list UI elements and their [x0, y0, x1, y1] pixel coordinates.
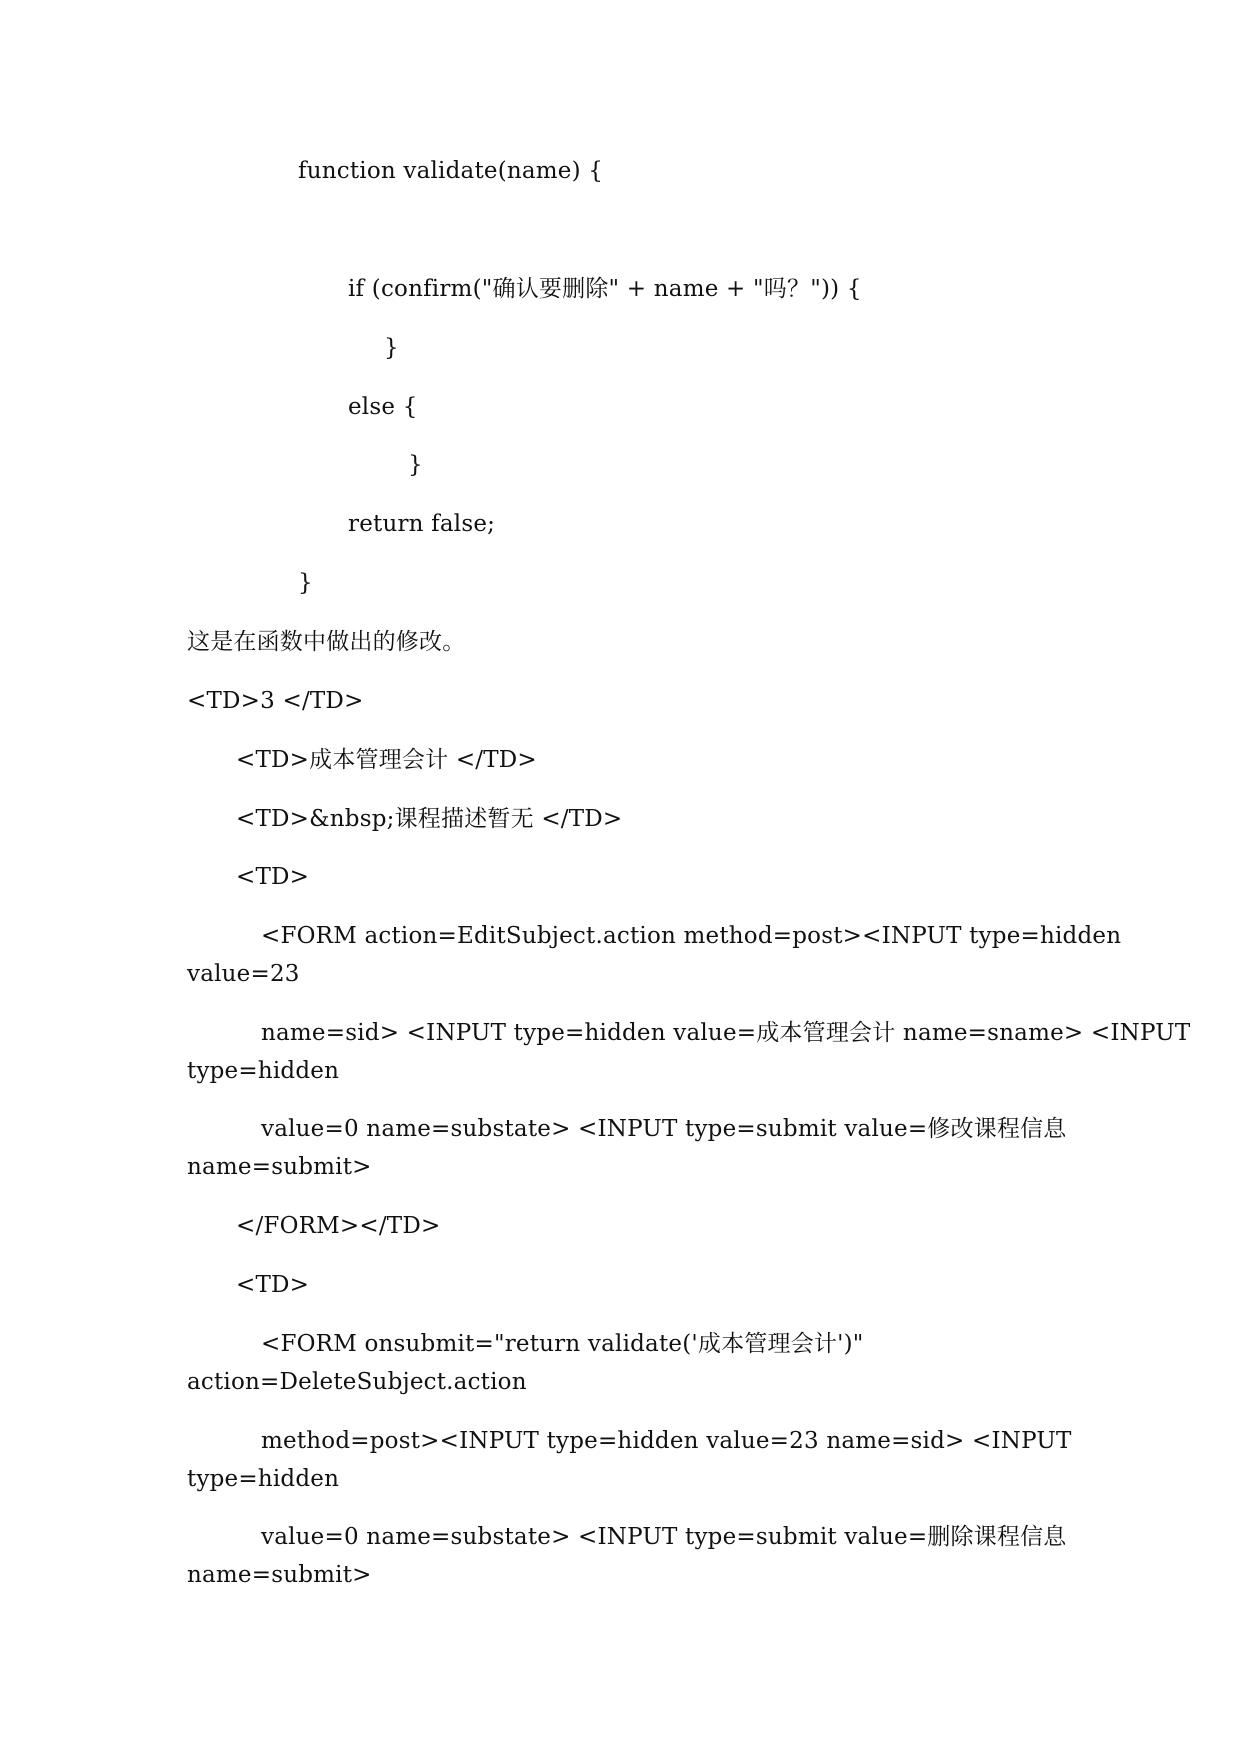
html-line: <TD> — [236, 864, 310, 890]
code-line: else { — [348, 394, 418, 420]
html-line: type=hidden — [187, 1466, 340, 1492]
html-line: <FORM action=EditSubject.action method=post><INPUT type=hidden — [261, 923, 1122, 949]
html-line: value=0 name=substate> <INPUT type=submit value=修改课程信息 — [261, 1116, 1067, 1142]
html-line: <TD>成本管理会计 </TD> — [236, 747, 537, 773]
code-line: if (confirm("确认要删除" + name + "吗？")) { — [348, 276, 862, 302]
html-line: <TD>3 </TD> — [187, 688, 364, 714]
code-line: function validate(name) { — [298, 158, 604, 184]
code-line: } — [408, 452, 423, 478]
html-line: <FORM onsubmit="return validate('成本管理会计')" — [261, 1331, 864, 1357]
html-line: </FORM></TD> — [236, 1213, 441, 1239]
html-line: <TD> — [236, 1272, 310, 1298]
html-line: type=hidden — [187, 1058, 340, 1084]
html-line: action=DeleteSubject.action — [187, 1369, 527, 1395]
code-line: return false; — [348, 511, 496, 537]
html-line: value=0 name=substate> <INPUT type=submit value=删除课程信息 — [261, 1524, 1067, 1550]
html-line: name=submit> — [187, 1154, 372, 1180]
html-line: name=submit> — [187, 1562, 372, 1588]
code-line: } — [384, 335, 399, 361]
html-line: value=23 — [187, 961, 300, 987]
note-paragraph: 这是在函数中做出的修改。 — [187, 629, 466, 655]
code-line: } — [298, 570, 313, 596]
html-line: <TD>&nbsp;课程描述暂无 </TD> — [236, 806, 623, 832]
html-line: name=sid> <INPUT type=hidden value=成本管理会计 name=sname> <INPUT — [261, 1020, 1191, 1046]
html-line: method=post><INPUT type=hidden value=23 name=sid> <INPUT — [261, 1428, 1072, 1454]
